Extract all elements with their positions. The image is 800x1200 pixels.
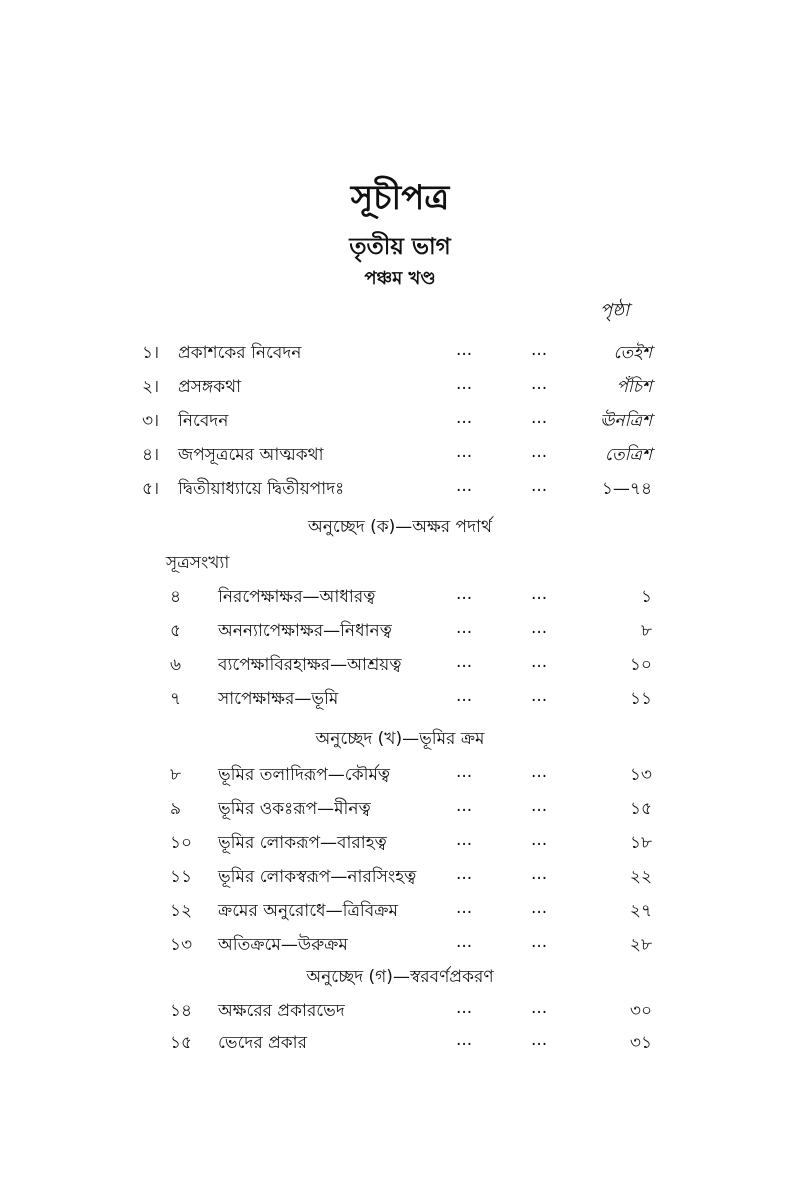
leader-dots: ... — [456, 374, 473, 394]
entry-page: ৩১ — [629, 1033, 652, 1053]
entry-page: ঊনত্রিশ — [600, 411, 652, 431]
entry-title: অক্ষরের প্রকারভেদ — [218, 1001, 345, 1021]
entry-number: ১৫ — [170, 1033, 193, 1053]
leader-dots: ... — [456, 932, 473, 952]
leader-dots: ... — [456, 618, 473, 638]
toc-entry — [0, 998, 800, 1028]
toc-entry — [0, 830, 800, 860]
toc-entry — [0, 864, 800, 894]
entry-page: পঁচিশ — [616, 377, 652, 397]
page-title: সূচীপত্র — [350, 178, 450, 218]
entry-page: তেত্রিশ — [604, 445, 652, 465]
toc-entry — [0, 1030, 800, 1060]
leader-dots: ... — [456, 686, 473, 706]
entry-page: তেইশ — [613, 343, 652, 363]
entry-page: ২২ — [629, 867, 652, 887]
leader-dots: ... — [531, 686, 548, 706]
entry-number: ৯ — [170, 799, 182, 819]
leader-dots: ... — [456, 408, 473, 428]
entry-title: ভূমির তলাদিরূপ—কৌর্মত্ব — [218, 765, 390, 785]
entry-number: ১১ — [170, 867, 193, 887]
leader-dots: ... — [531, 374, 548, 394]
leader-dots: ... — [456, 476, 473, 496]
entry-title: অনন্যাপেক্ষাক্ষর—নিধানত্ব — [218, 621, 392, 641]
section-heading-ga: অনুচ্ছেদ (গ)—স্বরবর্ণপ্রকরণ — [306, 967, 494, 987]
toc-entry — [0, 618, 800, 648]
entry-page: ১৫ — [629, 799, 652, 819]
entry-page: ১১ — [629, 689, 652, 709]
toc-entry — [0, 340, 800, 370]
leader-dots: ... — [531, 618, 548, 638]
entry-title: প্রসঙ্গকথা — [178, 377, 242, 397]
leader-dots: ... — [531, 932, 548, 952]
leader-dots: ... — [531, 476, 548, 496]
toc-entry — [0, 686, 800, 716]
leader-dots: ... — [456, 1030, 473, 1050]
entry-title: ব্যপেক্ষাবিরহাক্ষর—আশ্রয়ত্ব — [218, 655, 402, 675]
toc-entry — [0, 796, 800, 826]
volume-title: পঞ্চম খণ্ড — [364, 268, 436, 289]
entry-number: ১৪ — [170, 1001, 193, 1021]
entry-title: অতিক্রমে—উরুক্রম — [218, 935, 348, 955]
leader-dots: ... — [531, 408, 548, 428]
leader-dots: ... — [456, 762, 473, 782]
entry-title: ভূমির লোকস্বরূপ—নারসিংহত্ব — [218, 867, 417, 887]
leader-dots: ... — [456, 340, 473, 360]
entry-page: ১০ — [629, 655, 652, 675]
entry-page: ১৮ — [629, 833, 652, 853]
entry-title: জপসূত্রমের আত্মকথা — [178, 445, 324, 465]
entry-title: ক্রমের অনুরোধে—ত্রিবিক্রম — [218, 901, 398, 921]
part-title: তৃতীয় ভাগ — [349, 234, 451, 260]
sutra-number-label: সূত্রসংখ্যা — [166, 553, 230, 573]
entry-page: ৮ — [640, 621, 652, 641]
entry-number: ৫ — [170, 621, 182, 641]
leader-dots: ... — [531, 762, 548, 782]
entry-number: ৬ — [170, 655, 182, 675]
entry-title: সাপেক্ষাক্ষর—ভূমি — [218, 689, 339, 709]
entry-number: ৮ — [170, 765, 182, 785]
entry-title: ভূমির ওকঃরূপ—মীনত্ব — [218, 799, 371, 819]
leader-dots: ... — [531, 584, 548, 604]
section-heading-ka: অনুচ্ছেদ (ক)—অক্ষর পদার্থ — [308, 517, 492, 537]
entry-number: ৪। — [142, 445, 160, 465]
entry-number: ৩। — [142, 411, 160, 431]
entry-number: ৭ — [170, 689, 182, 709]
entry-number: ১২ — [170, 901, 193, 921]
entry-title: দ্বিতীয়াধ্যায়ে দ্বিতীয়পাদঃ — [178, 479, 345, 499]
toc-entry — [0, 476, 800, 506]
entry-page: ১৩ — [629, 765, 652, 785]
section-heading-kha: অনুচ্ছেদ (খ)—ভূমির ক্রম — [315, 729, 485, 749]
leader-dots: ... — [456, 796, 473, 816]
entry-number: ১০ — [170, 833, 193, 853]
entry-title: ভেদের প্রকার — [218, 1033, 307, 1053]
entry-page: ১ — [640, 587, 652, 607]
entry-title: প্রকাশকের নিবেদন — [178, 343, 302, 363]
entry-number: ১৩ — [170, 935, 193, 955]
entry-page: ১—৭৪ — [601, 479, 652, 499]
entry-page: ২৮ — [629, 935, 652, 955]
leader-dots: ... — [456, 998, 473, 1018]
entry-title: নিরপেক্ষাক্ষর—আধারত্ব — [218, 587, 376, 607]
toc-entry — [0, 652, 800, 682]
toc-entry — [0, 374, 800, 404]
leader-dots: ... — [531, 830, 548, 850]
entry-title: ভূমির লোকরূপ—বারাহত্ব — [218, 833, 387, 853]
toc-entry — [0, 762, 800, 792]
toc-entry — [0, 932, 800, 962]
entry-title: নিবেদন — [178, 411, 229, 431]
leader-dots: ... — [531, 998, 548, 1018]
entry-number: ১। — [142, 343, 160, 363]
leader-dots: ... — [456, 830, 473, 850]
leader-dots: ... — [531, 864, 548, 884]
entry-page: ২৭ — [629, 901, 652, 921]
toc-entry — [0, 408, 800, 438]
leader-dots: ... — [531, 442, 548, 462]
leader-dots: ... — [531, 1030, 548, 1050]
leader-dots: ... — [456, 898, 473, 918]
entry-page: ৩০ — [629, 1001, 652, 1021]
toc-entry — [0, 442, 800, 472]
leader-dots: ... — [456, 584, 473, 604]
toc-entry — [0, 584, 800, 614]
entry-number: ২। — [142, 377, 160, 397]
page-column-label: পৃষ্ঠা — [600, 300, 630, 321]
leader-dots: ... — [456, 652, 473, 672]
toc-entry — [0, 898, 800, 928]
leader-dots: ... — [531, 340, 548, 360]
leader-dots: ... — [531, 796, 548, 816]
entry-number: ৫। — [142, 479, 160, 499]
entry-number: ৪ — [170, 587, 182, 607]
leader-dots: ... — [531, 898, 548, 918]
leader-dots: ... — [456, 442, 473, 462]
leader-dots: ... — [456, 864, 473, 884]
leader-dots: ... — [531, 652, 548, 672]
